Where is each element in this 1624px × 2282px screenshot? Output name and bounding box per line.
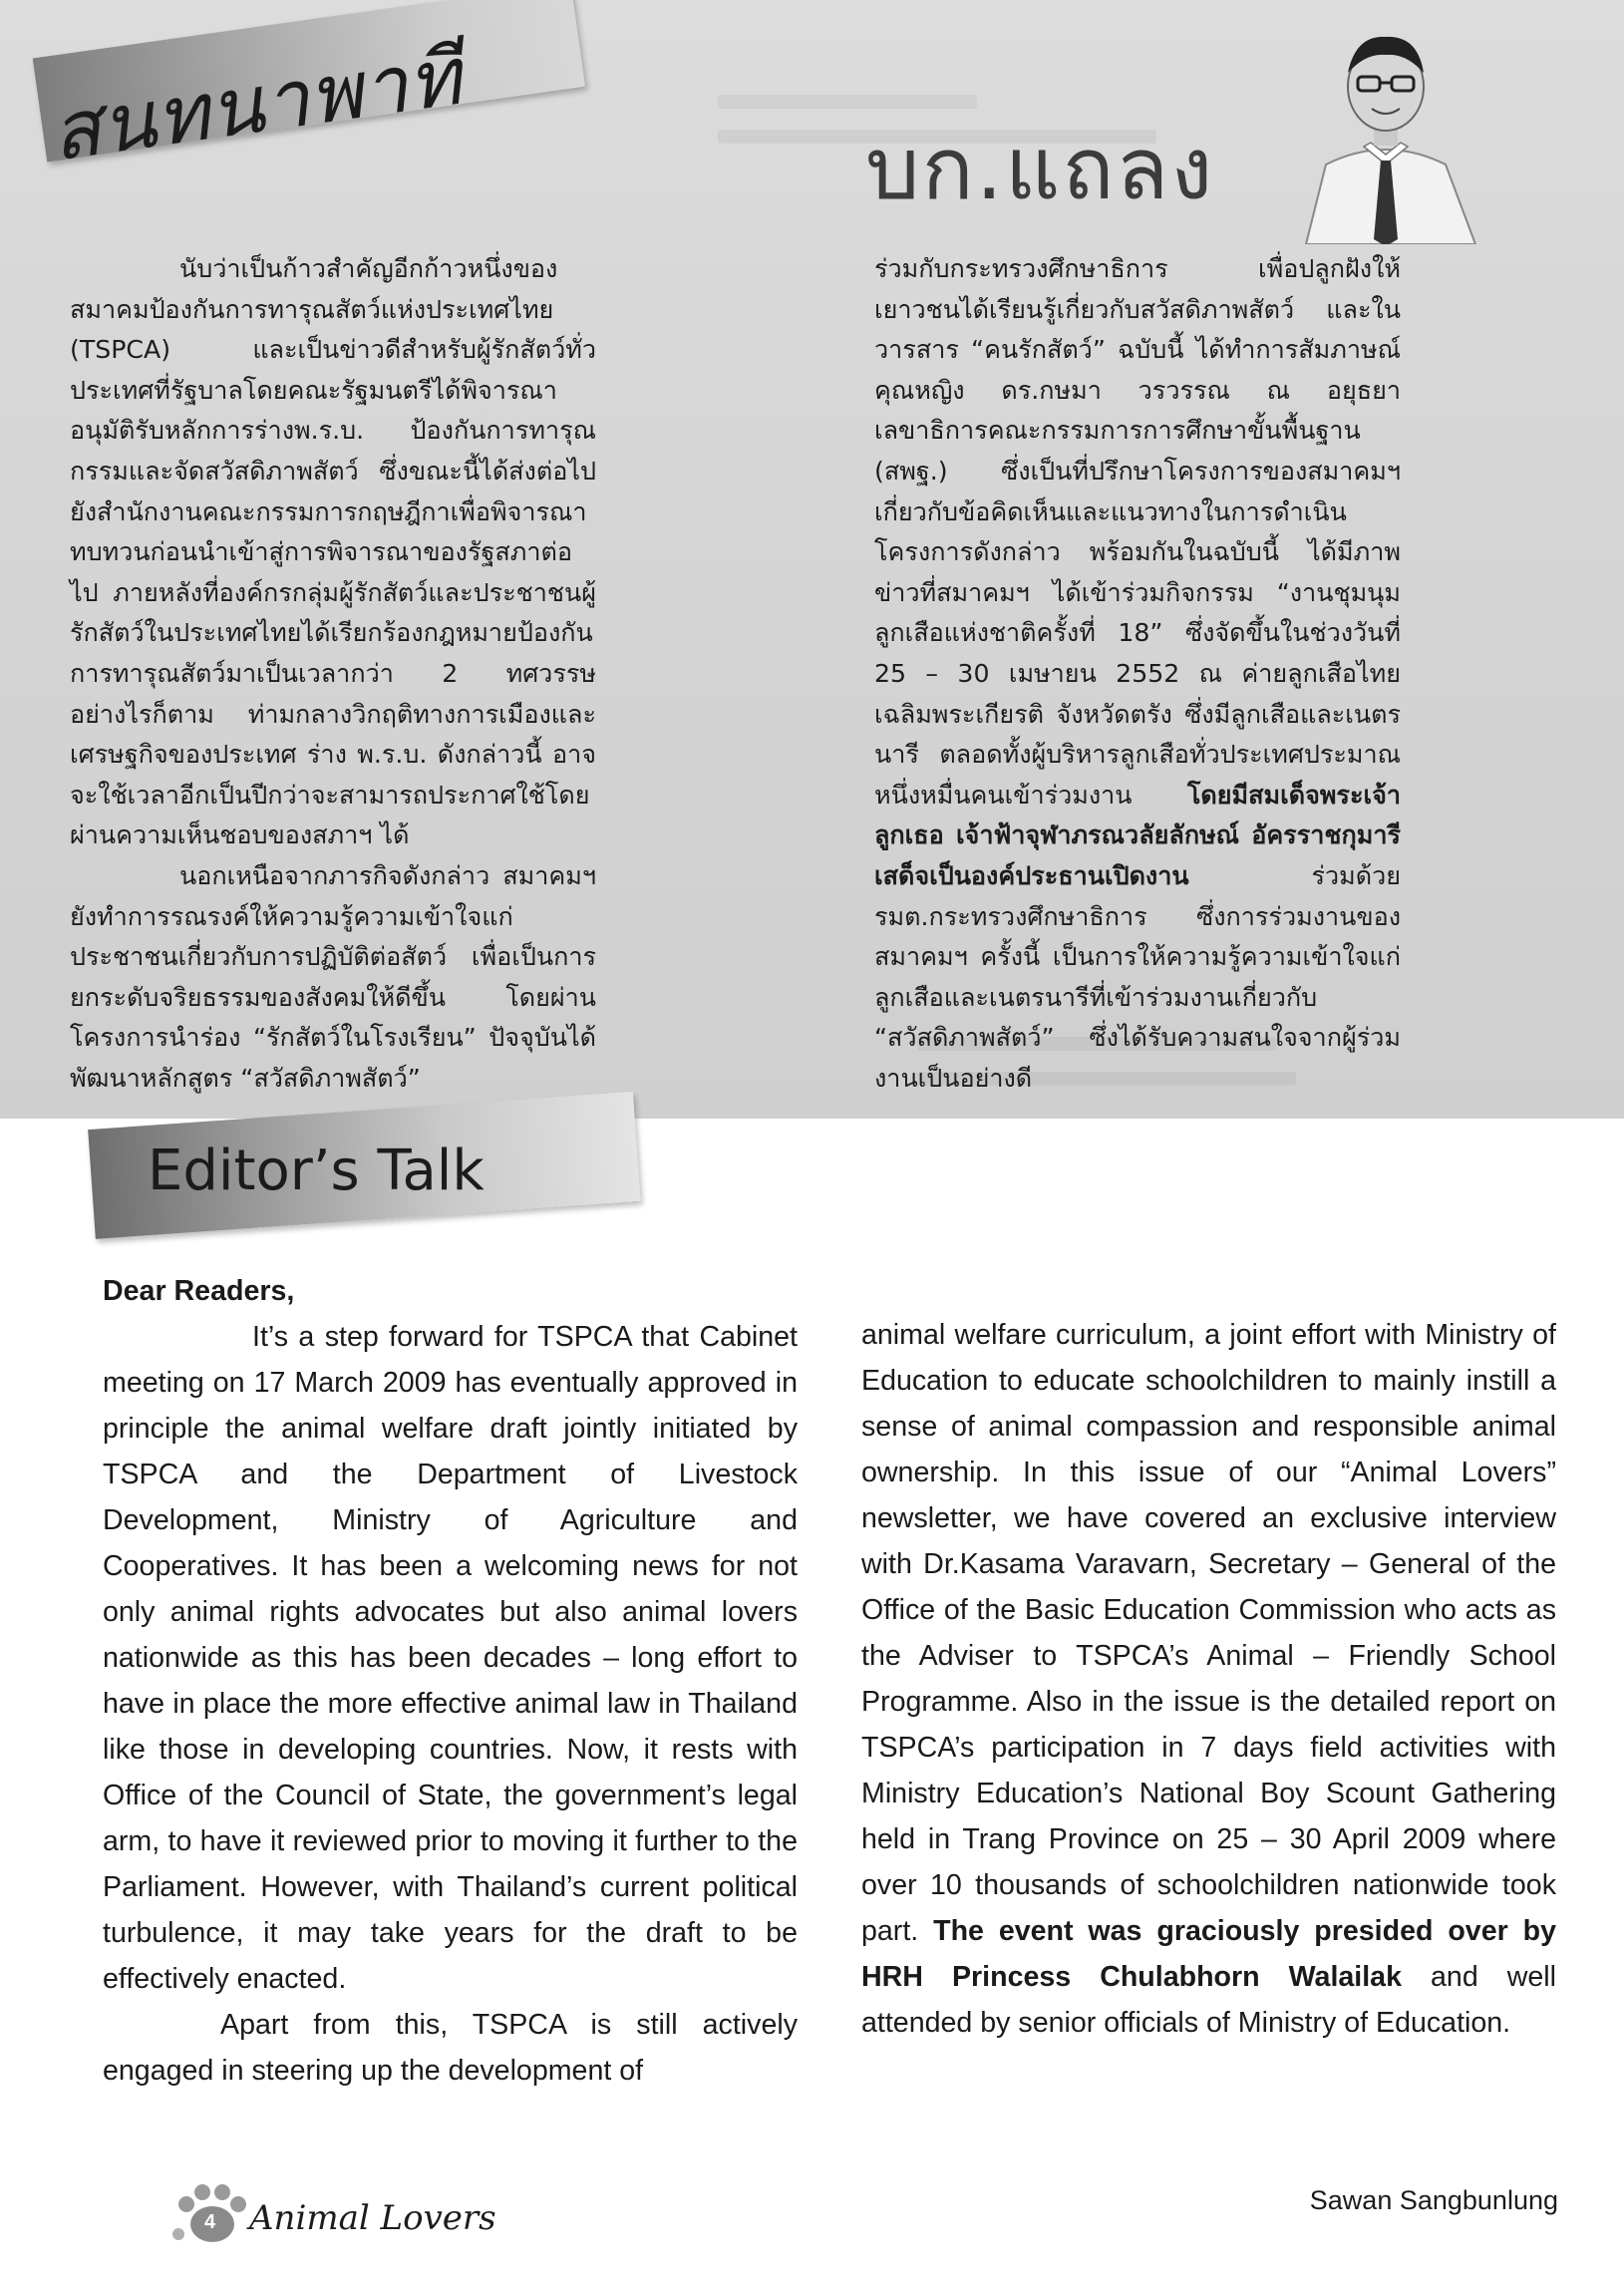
thai-paragraph: นับว่าเป็นก้าวสำคัญอีกก้าวหนึ่งของสมาคมป้องกันการทารุณสัตว์แห่งประเทศไทย (TSPCA) และเป็นข่าวดีสำหรับผู้รักสัตว์ทั่วประเทศที่รัฐบาลโดยคณะรัฐมนตรีได้พิจารณาอนุมัติรับหลักการร่างพ.ร.บ. ป้องกันการทารุณกรรมและจัดสวัสดิภาพสัตว์ ซึ่งขณะนี้ได้ส่งต่อไปยังสำนักงานคณะกรรมการกฤษฎีกาเพื่อพิจารณาทบทวนก่อนนำเข้าสู่การพิจารณาของรัฐสภาต่อไป ภายหลังที่องค์กรกลุ่มผู้รักสัตว์และประชาชนผู้รักสัตว์ในประเทศไทยได้เรียกร้องกฎหมายป้องกันการทารุณสัตว์มาเป็นเวลากว่า 2 ทศวรรษ อย่างไรก็ตาม ท่ามกลางวิกฤติทางการเมืองและเศรษฐกิจของประเทศ ร่าง พ.ร.บ. ดังกล่าวนี้ อาจจะใช้เวลาอีกเป็นปีกว่าจะสามารถประกาศใช้โดยผ่านความเห็นชอบของสภาฯ ได้ <box>70 254 596 850</box>
thai-text: ร่วมกับกระทรวงศึกษาธิการ เพื่อปลูกฝังให้เยาวชนได้เรียนรู้เกี่ยวกับสวัสดิภาพสัตว์ และในวารสาร “คนรักสัตว์” ฉบับนี้ ได้ทำการสัมภาษณ์ คุณหญิง ดร.กษมา วรวรรณ ณ อยุธยา เลขาธิการคณะกรรมการการศึกษาขั้นพื้นฐาน (สพฐ.) ซึ่งเป็นที่ปรึกษาโครงการของสมาคมฯ เกี่ยวกับข้อคิดเห็นและแนวทางในการดำเนินโครงการดังกล่าว พร้อมกันในฉบับนี้ ได้มีภาพข่าวที่สมาคมฯ ได้เข้าร่วมกิจกรรม “งานชุมนุมลูกเสือแห่งชาติครั้งที่ 18” ซึ่งจัดขึ้นในช่วงวันที่ 25 – 30 เมษายน 2552 ณ ค่ายลูกเสือไทยเฉลิมพระเกียรติ จังหวัดตรัง ซึ่งมีลูกเสือและเนตรนารี ตลอดทั้งผู้บริหารลูกเสือทั่วประเทศประมาณหนึ่งหมื่นคนเข้าร่วมงาน <box>874 254 1401 810</box>
editor-text: animal welfare curriculum, a joint effort with Ministry of Education to educate schoolchildren to mainly instill a sense of animal compassion and responsible animal ownership. In this issue of our “Animal Lovers” newsletter, we have covered an exclusive interview with Dr.Kasama Varavarn, Secretary – General of the Office of the Basic Education Commission who acts as the Adviser to TSPCA’s Animal – Friendly School Programme. Also in the issue is the detailed report on TSPCA’s participation in 7 days field activities with Ministry Education’s National Boy Scount Gathering held in Trang Province on 25 – 30 April 2009 where over 10 thousands of schoolchildren nationwide took part. <box>861 1319 1556 1947</box>
page-number: 4 <box>204 2211 216 2233</box>
thai-section-subtitle: บก.แถลง <box>865 120 1215 219</box>
signature: Sawan Sangbunlung <box>1309 2185 1558 2215</box>
thai-paragraph <box>874 249 1401 1099</box>
editor-section-title: Editor’s Talk <box>148 1139 485 1203</box>
editor-column-left <box>103 1268 798 2094</box>
editor-text: and well attended by senior officials of Ministry of Education. <box>861 1961 1556 2039</box>
thai-text: ร่วมด้วย รมต.กระทรวงศึกษาธิการ ซึ่งการร่วมงานของสมาคมฯ ครั้งนี้ เป็นการให้ความรู้ความเข้าใจแก่ลูกเสือและเนตรนารีที่เข้าร่วมงานเกี่ยวกับ “สวัสดิภาพสัตว์” ซึ่งได้รับความสนใจจากผู้ร่วมงานเป็นอย่างดี <box>874 860 1401 1093</box>
thai-column-left <box>70 249 596 1099</box>
thai-column-right <box>874 249 1401 1099</box>
editor-paragraph: Apart from this, TSPCA is still actively engaged in steering up the development of <box>103 2009 798 2087</box>
greeting: Dear Readers, <box>103 1275 295 1307</box>
editor-paragraph: It’s a step forward for TSPCA that Cabinet meeting on 17 March 2009 has eventually approved in principle the animal welfare draft jointly initiated by TSPCA and the Department of Livestock Development, Ministry of Agriculture and Cooperatives. It has been a welcoming news for not only animal rights advocates but also animal lovers nationwide as this has been decades – long effort to have in place the more effective animal law in Thailand like those in developing countries. Now, it rests with Office of the Council of State, the government’s legal arm, to have it reviewed prior to moving it further to the Parliament. However, with Thailand’s current political turbulence, it may take years for the draft to be effectively enacted. <box>103 1321 798 1995</box>
editor-paragraph <box>861 1312 1556 2046</box>
footer-brand: Animal Lovers <box>249 2198 496 2238</box>
thai-section-title: สนทนาพาที <box>45 29 468 179</box>
author-photo <box>1286 15 1490 244</box>
thai-paragraph: นอกเหนือจากภารกิจดังกล่าว สมาคมฯยังทำการรณรงค์ให้ความรู้ความเข้าใจแก่ประชาชนเกี่ยวกับการปฏิบัติต่อสัตว์ เพื่อเป็นการยกระดับจริยธรรมของสังคมให้ดีขึ้น โดยผ่านโครงการนำร่อง “รักสัตว์ในโรงเรียน” ปัจจุบันได้พัฒนาหลักสูตร “สวัสดิภาพสัตว์” <box>70 860 596 1093</box>
editor-column-right <box>861 1312 1556 2046</box>
thai-bold-text: โดยมีสมเด็จพระเจ้าลูกเธอ เจ้าฟ้าจุฬาภรณวลัยลักษณ์ อัครราชกุมารี เสด็จเป็นองค์ประธานเปิดงาน <box>874 780 1401 890</box>
editor-bold-text: The event was graciously presided over by HRH Princess Chulabhorn Walailak <box>861 1915 1556 1993</box>
